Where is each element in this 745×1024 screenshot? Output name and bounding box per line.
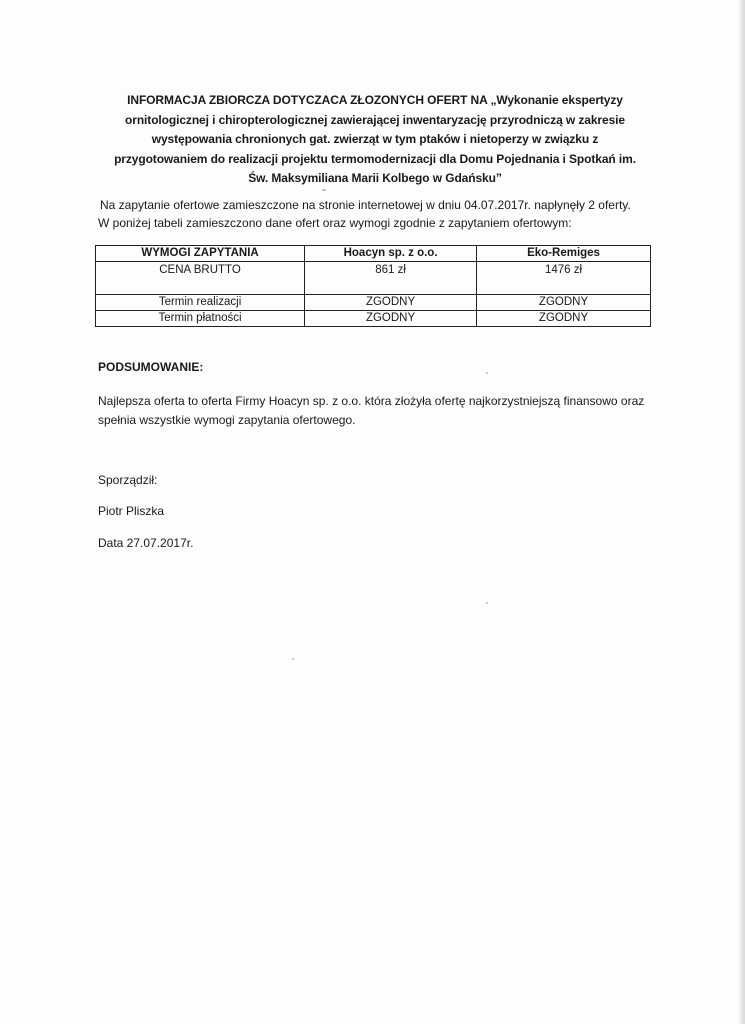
prepared-by-label: Sporządził: (98, 473, 158, 487)
cell-requirement: CENA BRUTTO (96, 262, 305, 295)
scan-speck (486, 602, 488, 604)
cell-hoacyn: ZGODNY (305, 311, 477, 327)
cell-eko-remiges: ZGODNY (477, 311, 651, 327)
summary-text: Najlepsza oferta to oferta Firmy Hoacyn sp. z o.o. która złożyła ofertę najkorzystniejszą finansowo oraz spełnia wszystkie wymogi zapytania ofertowego. (98, 394, 645, 427)
cell-requirement: Termin płatności (96, 311, 305, 327)
scan-speck (292, 658, 294, 660)
scan-edge-shadow (739, 0, 745, 1024)
scan-speck (486, 372, 488, 374)
cell-eko-remiges: ZGODNY (477, 295, 651, 311)
header-eko-remiges: Eko-Remiges (477, 246, 651, 262)
table-row (96, 295, 651, 311)
scan-speck (322, 189, 326, 191)
header-requirements: WYMOGI ZAPYTANIA (96, 246, 305, 262)
table-row (96, 262, 651, 295)
cell-hoacyn: 861 zł (305, 262, 477, 295)
table-header-row (96, 246, 651, 262)
summary-heading: PODSUMOWANIE: (98, 360, 204, 374)
intro-line-2: W poniżej tabeli zamieszczono dane ofert oraz wymogi zgodnie z zapytaniem ofertowym: (98, 216, 572, 230)
cell-eko-remiges: 1476 zł (477, 262, 651, 295)
intro-line-1: Na zapytanie ofertowe zamieszczone na stronie internetowej w dniu 04.07.2017r. napłynęły 2 oferty. (100, 198, 631, 212)
author-name: Piotr Pliszka (98, 504, 165, 518)
cell-hoacyn: ZGODNY (305, 295, 477, 311)
document-date: Data 27.07.2017r. (98, 536, 194, 550)
offers-table (95, 245, 651, 327)
intro-paragraph (98, 196, 658, 232)
table-row (96, 311, 651, 327)
header-hoacyn: Hoacyn sp. z o.o. (305, 246, 477, 262)
cell-requirement: Termin realizacji (96, 295, 305, 311)
document-title: INFORMACJA ZBIORCZA DOTYCZACA ZŁOZONYCH OFERT NA „Wykonanie ekspertyzy ornitologicznej i chiropterologicznej zawierającej inwentaryzację przyrodniczą w zakresie występowania chronionych gat. zwierząt w tym ptaków i nietoperzy w związku z przygotowaniem do realizacji projektu termomodernizacji dla Domu Pojednania i Spotkań im. Św. Maksymiliana Marii Kolbego w Gdańsku” (114, 93, 636, 185)
